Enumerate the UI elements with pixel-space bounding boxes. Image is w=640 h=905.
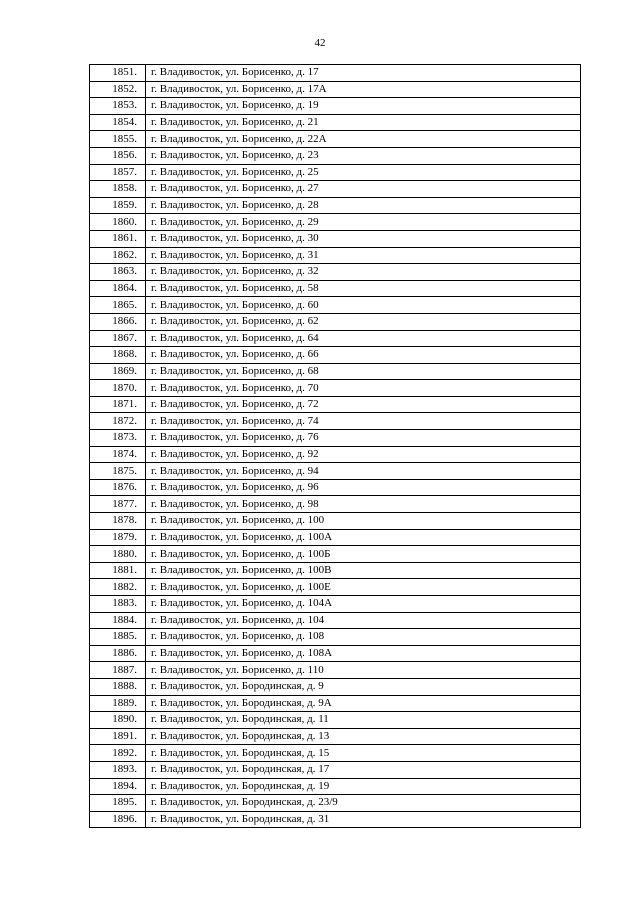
address-table [89,64,581,828]
row-number: 1858. [90,181,146,198]
row-number: 1882. [90,579,146,596]
row-address: г. Владивосток, ул. Борисенко, д. 104А [146,596,581,613]
row-address: г. Владивосток, ул. Борисенко, д. 23 [146,147,581,164]
row-number: 1891. [90,728,146,745]
table-row [90,463,581,480]
row-number: 1874. [90,446,146,463]
table-row [90,728,581,745]
table-row [90,114,581,131]
table-row [90,280,581,297]
row-address: г. Владивосток, ул. Бородинская, д. 9 [146,678,581,695]
page-number: 42 [314,37,326,49]
row-address: г. Владивосток, ул. Борисенко, д. 110 [146,662,581,679]
row-number: 1865. [90,297,146,314]
row-number: 1864. [90,280,146,297]
row-number: 1872. [90,413,146,430]
table-row [90,612,581,629]
row-number: 1878. [90,513,146,530]
row-number: 1890. [90,712,146,729]
row-number: 1871. [90,396,146,413]
row-number: 1876. [90,479,146,496]
row-address: г. Владивосток, ул. Борисенко, д. 30 [146,230,581,247]
row-address: г. Владивосток, ул. Бородинская, д. 11 [146,712,581,729]
row-address: г. Владивосток, ул. Борисенко, д. 92 [146,446,581,463]
table-row [90,579,581,596]
row-address: г. Владивосток, ул. Борисенко, д. 27 [146,181,581,198]
row-address: г. Владивосток, ул. Борисенко, д. 108А [146,645,581,662]
table-row [90,247,581,264]
row-number: 1893. [90,761,146,778]
row-address: г. Владивосток, ул. Борисенко, д. 100 [146,513,581,530]
row-number: 1863. [90,264,146,281]
row-address: г. Владивосток, ул. Борисенко, д. 98 [146,496,581,513]
row-address: г. Владивосток, ул. Борисенко, д. 100А [146,529,581,546]
table-row [90,65,581,82]
table-row [90,629,581,646]
table-row [90,695,581,712]
table-row [90,479,581,496]
row-address: г. Владивосток, ул. Борисенко, д. 17 [146,65,581,82]
table-row [90,811,581,828]
row-number: 1868. [90,347,146,364]
row-address: г. Владивосток, ул. Борисенко, д. 28 [146,197,581,214]
row-address: г. Владивосток, ул. Борисенко, д. 58 [146,280,581,297]
table-row [90,347,581,364]
row-number: 1852. [90,81,146,98]
row-number: 1875. [90,463,146,480]
row-address: г. Владивосток, ул. Борисенко, д. 100Е [146,579,581,596]
row-address: г. Владивосток, ул. Бородинская, д. 23/9 [146,795,581,812]
table-row [90,363,581,380]
table-row [90,181,581,198]
table-row [90,496,581,513]
row-number: 1853. [90,98,146,115]
table-row [90,297,581,314]
row-number: 1867. [90,330,146,347]
row-number: 1856. [90,147,146,164]
row-number: 1883. [90,596,146,613]
table-row [90,546,581,563]
row-address: г. Владивосток, ул. Борисенко, д. 100Б [146,546,581,563]
row-address: г. Владивосток, ул. Бородинская, д. 9А [146,695,581,712]
row-address: г. Владивосток, ул. Борисенко, д. 94 [146,463,581,480]
row-number: 1885. [90,629,146,646]
row-number: 1866. [90,313,146,330]
row-number: 1861. [90,230,146,247]
row-number: 1860. [90,214,146,231]
row-number: 1892. [90,745,146,762]
row-address: г. Владивосток, ул. Бородинская, д. 19 [146,778,581,795]
table-row [90,745,581,762]
table-row [90,529,581,546]
row-address: г. Владивосток, ул. Бородинская, д. 15 [146,745,581,762]
row-address: г. Владивосток, ул. Борисенко, д. 22А [146,131,581,148]
row-address: г. Владивосток, ул. Бородинская, д. 31 [146,811,581,828]
table-row [90,446,581,463]
table-row [90,330,581,347]
row-address: г. Владивосток, ул. Борисенко, д. 100В [146,562,581,579]
address-table-body [90,65,581,828]
row-address: г. Владивосток, ул. Борисенко, д. 19 [146,98,581,115]
row-address: г. Владивосток, ул. Борисенко, д. 32 [146,264,581,281]
row-address: г. Владивосток, ул. Борисенко, д. 31 [146,247,581,264]
table-row [90,131,581,148]
row-number: 1879. [90,529,146,546]
table-row [90,164,581,181]
row-number: 1895. [90,795,146,812]
table-row [90,778,581,795]
row-address: г. Владивосток, ул. Борисенко, д. 21 [146,114,581,131]
row-address: г. Владивосток, ул. Борисенко, д. 70 [146,380,581,397]
row-number: 1889. [90,695,146,712]
row-number: 1881. [90,562,146,579]
row-address: г. Владивосток, ул. Борисенко, д. 60 [146,297,581,314]
row-number: 1851. [90,65,146,82]
row-number: 1862. [90,247,146,264]
row-number: 1877. [90,496,146,513]
table-row [90,678,581,695]
row-address: г. Владивосток, ул. Борисенко, д. 104 [146,612,581,629]
table-row [90,197,581,214]
table-row [90,396,581,413]
table-row [90,98,581,115]
table-row [90,214,581,231]
row-address: г. Владивосток, ул. Борисенко, д. 25 [146,164,581,181]
row-number: 1896. [90,811,146,828]
row-address: г. Владивосток, ул. Бородинская, д. 17 [146,761,581,778]
table-row [90,795,581,812]
row-number: 1855. [90,131,146,148]
table-row [90,712,581,729]
table-row [90,230,581,247]
row-address: г. Владивосток, ул. Борисенко, д. 62 [146,313,581,330]
row-address: г. Владивосток, ул. Борисенко, д. 96 [146,479,581,496]
table-row [90,264,581,281]
table-row [90,761,581,778]
row-number: 1869. [90,363,146,380]
table-row [90,430,581,447]
row-address: г. Владивосток, ул. Борисенко, д. 68 [146,363,581,380]
row-number: 1873. [90,430,146,447]
table-row [90,81,581,98]
row-number: 1857. [90,164,146,181]
row-number: 1887. [90,662,146,679]
row-number: 1888. [90,678,146,695]
table-row [90,413,581,430]
table-row [90,645,581,662]
row-address: г. Владивосток, ул. Борисенко, д. 74 [146,413,581,430]
table-row [90,513,581,530]
row-number: 1880. [90,546,146,563]
row-number: 1870. [90,380,146,397]
table-row [90,313,581,330]
table-row [90,380,581,397]
row-address: г. Владивосток, ул. Борисенко, д. 66 [146,347,581,364]
row-number: 1854. [90,114,146,131]
table-row [90,596,581,613]
row-address: г. Владивосток, ул. Борисенко, д. 72 [146,396,581,413]
table-row [90,147,581,164]
row-address: г. Владивосток, ул. Борисенко, д. 64 [146,330,581,347]
table-row [90,662,581,679]
row-number: 1894. [90,778,146,795]
row-number: 1884. [90,612,146,629]
row-address: г. Владивосток, ул. Бородинская, д. 13 [146,728,581,745]
row-address: г. Владивосток, ул. Борисенко, д. 29 [146,214,581,231]
row-address: г. Владивосток, ул. Борисенко, д. 108 [146,629,581,646]
row-number: 1886. [90,645,146,662]
row-address: г. Владивосток, ул. Борисенко, д. 76 [146,430,581,447]
row-number: 1859. [90,197,146,214]
table-row [90,562,581,579]
row-address: г. Владивосток, ул. Борисенко, д. 17А [146,81,581,98]
